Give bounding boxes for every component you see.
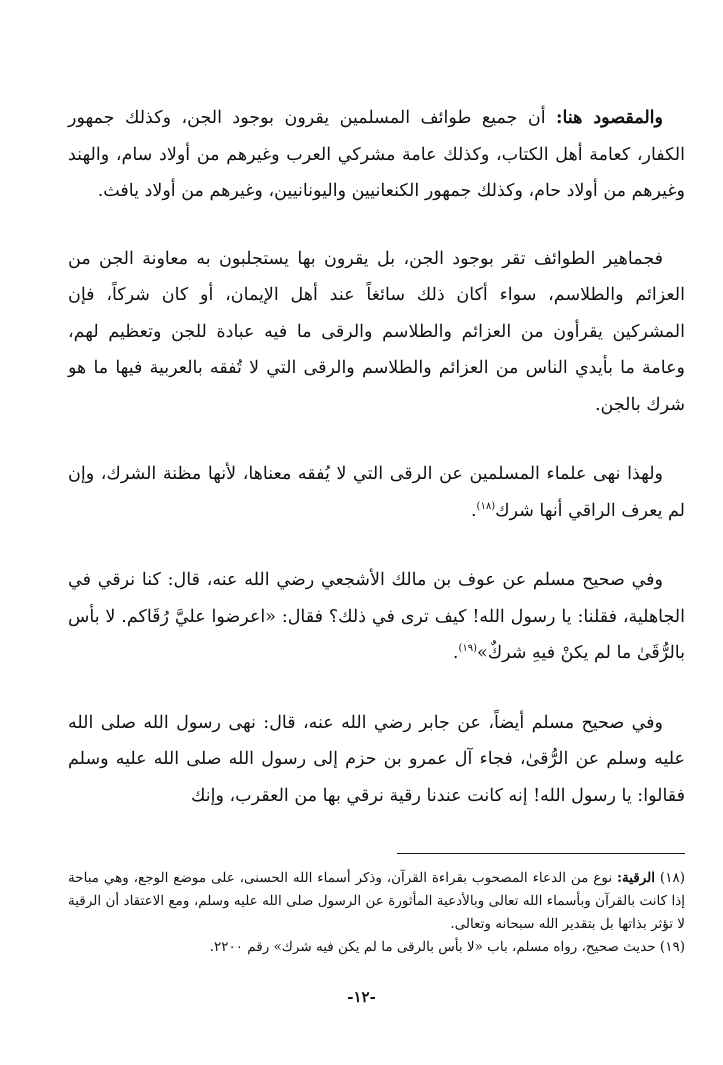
- paragraph-2: [68, 241, 685, 424]
- paragraph-text: وفي صحيح مسلم أيضاً، عن جابر رضي الله عنه، قال: نهى رسول الله صلى الله عليه وسلم عن الرُّقىٰ، فجاء آل عمرو بن حزم إلى رسول الله صلى الله عليه وسلم فقالوا: يا رسول الله! إنه كانت عندنا رقية نرقي بها من العقرب، وإنك: [68, 712, 685, 806]
- footnote-number: (١٨): [659, 870, 685, 886]
- paragraph-4: [68, 562, 685, 672]
- paragraph-3: [68, 456, 685, 529]
- paragraph-text: أن جميع طوائف المسلمين يقرون بوجود الجن، وكذلك جمهور الكفار، كعامة أهل الكتاب، وكذلك عامة مشركي العرب وغيرهم من أولاد سام، والهند وغيرهم من أولاد حام، وكذلك جمهور الكنعانيين واليونانيين، وغيرهم من أولاد يافث.: [68, 108, 685, 201]
- paragraph-text: ولهذا نهى علماء المسلمين عن الرقى التي لا يُفقه معناها، لأنها مظنة الشرك، وإن لم يعرف الراقي أنها شرك: [68, 464, 685, 521]
- paragraph-tail: .: [470, 500, 477, 521]
- paragraph-lead: والمقصود هنا:: [556, 108, 663, 128]
- paragraph-tail: .: [452, 643, 459, 663]
- paragraph-text: وفي صحيح مسلم عن عوف بن مالك الأشجعي رضي الله عنه، قال: كنا نرقي في الجاهلية، فقلنا: يا رسول الله! كيف ترى في ذلك؟ فقال: «اعرضوا عليَّ رُقَاكم. لا بأس بالرُّقَىٰ ما لم يكنْ فيهِ شركٌ»: [68, 570, 685, 663]
- footnote-18: [68, 867, 685, 936]
- footnote-19: [68, 936, 685, 959]
- footnote-number: (١٩): [659, 939, 685, 955]
- paragraph-text: فجماهير الطوائف تقر بوجود الجن، بل يقرون بها يستجلبون به معاونة الجن من العزائم والطلاسم، سواء أكان ذلك سائغاً عند أهل الإيمان، أو كان شركاً، فإن المشركين يقرأون من العزائم والطلاسم والرقى ما فيه عبادة للجن وتعظيم لهم، وعامة ما بأيدي الناس من العزائم والطلاسم والرقى التي لا تُفقه بالعربية فيها ما هو شرك بالجن.: [68, 248, 685, 415]
- page-number: -١٢-: [347, 988, 376, 1006]
- paragraph-1: [68, 100, 685, 210]
- footnote-label: الرقية:: [616, 870, 656, 886]
- body-text: [68, 100, 685, 814]
- footnote-reference-18: (١٨): [476, 500, 496, 512]
- paragraph-5: [68, 705, 685, 815]
- footnote-reference-19: (١٩): [458, 643, 478, 655]
- footnote-text: نوع من الدعاء المصحوب بقراءة القرآن، وذكر أسماء الله الحسنى، على موضع الوجع، وهي مباحة إذا كانت بالقرآن وبأسماء الله تعالى وبالأدعية المأثورة عن الرسول صلى الله عليه وسلم، ومع الاعتقاد أن الرقية لا تؤثر بذاتها بل بتقدير الله سبحانه وتعالى.: [68, 870, 685, 932]
- footnote-text: حديث صحيح، رواه مسلم، باب «لا بأس بالرقى ما لم يكن فيه شرك» رقم ٢٢٠٠.: [209, 939, 656, 955]
- footnote-divider: [397, 853, 685, 854]
- footnotes: [68, 867, 685, 959]
